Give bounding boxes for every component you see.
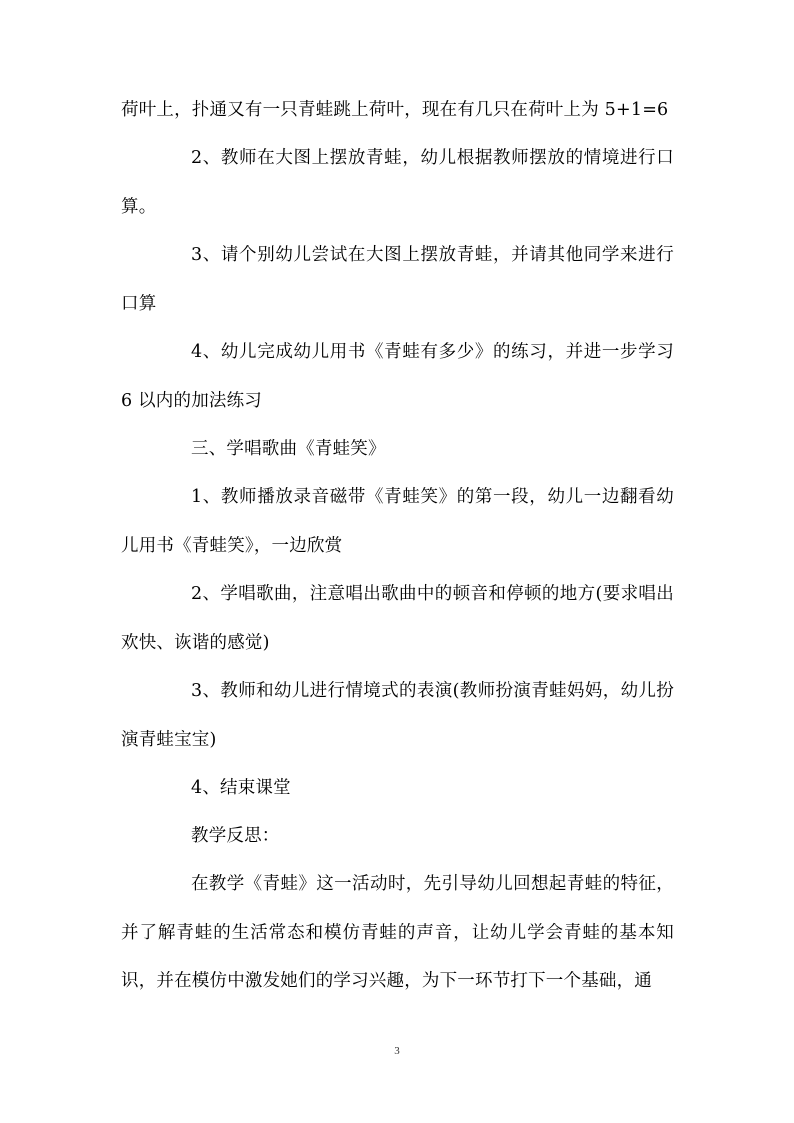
- paragraph-step-4: 4、幼儿完成幼儿用书《青蛙有多少》的练习，并进一步学习 6 以内的加法练习: [121, 342, 674, 411]
- paragraph-song-step-3: 3、教师和幼儿进行情境式的表演(教师扮演青蛙妈妈，幼儿扮演青蛙宝宝): [121, 681, 674, 750]
- section-heading-song: 三、学唱歌曲《青蛙笑》: [191, 439, 386, 459]
- paragraph-song-step-1: 1、教师播放录音磁带《青蛙笑》的第一段，幼儿一边翻看幼儿用书《青蛙笑》，一边欣赏: [121, 487, 674, 556]
- page-number: 3: [394, 1045, 400, 1057]
- reflection-heading: 教学反思：: [191, 826, 280, 846]
- paragraph-song-step-2: 2、学唱歌曲，注意唱出歌曲中的顿音和停顿的地方(要求唱出欢快、诙谐的感觉): [121, 584, 674, 653]
- reflection-paragraph: 在教学《青蛙》这一活动时，先引导幼儿回想起青蛙的特征，并了解青蛙的生活常态和模仿青蛙的声音，让幼儿学会青蛙的基本知识，并在模仿中激发她们的学习兴趣，为下一环节打下一个基础，通: [121, 874, 674, 991]
- paragraph-step-3: 3、请个别幼儿尝试在大图上摆放青蛙，并请其他同学来进行口算: [121, 245, 674, 314]
- paragraph-continuation: 荷叶上，扑通又有一只青蛙跳上荷叶，现在有几只在荷叶上为 5+1=6: [121, 100, 669, 120]
- paragraph-song-step-4: 4、结束课堂: [191, 778, 291, 798]
- paragraph-step-2: 2、教师在大图上摆放青蛙，幼儿根据教师摆放的情境进行口算。: [121, 148, 674, 217]
